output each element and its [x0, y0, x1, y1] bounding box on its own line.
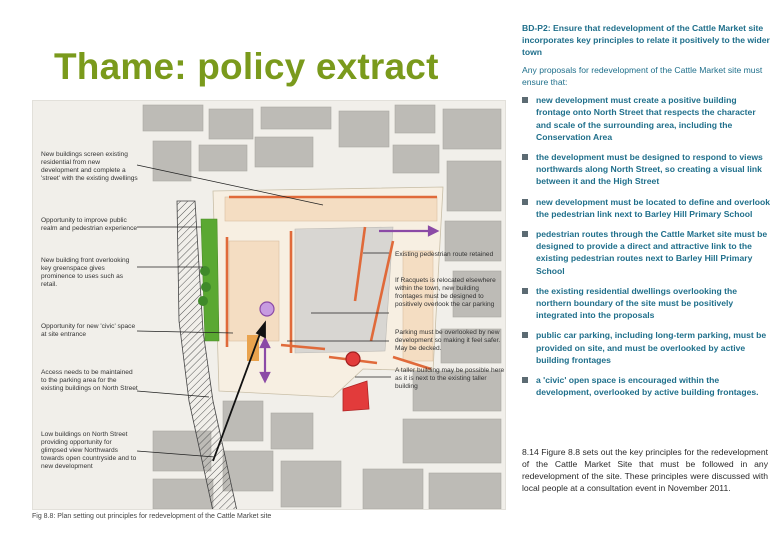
policy-bullets — [522, 94, 770, 398]
bullet-square-icon — [522, 154, 528, 160]
slide-title: Thame: policy extract — [54, 46, 439, 87]
bullet-square-icon — [522, 288, 528, 294]
site-plan-map — [32, 100, 506, 510]
list-item: a 'civic' open space is encouraged within the development, overlooked by active building frontages. — [522, 374, 770, 398]
policy-intro: Any proposals for redevelopment of the Cattle Market site must ensure that: — [522, 65, 763, 88]
policy-heading: BD-P2: Ensure that redevelopment of the Cattle Market site incorporates key principles to relate it positively to the wider town — [522, 23, 770, 58]
callout-public-realm: Opportunity to improve public realm and pedestrian experience — [41, 217, 138, 233]
list-item: the existing residential dwellings overlooking the northern boundary of the site must be positively integrated into the proposals — [522, 285, 770, 322]
callout-taller-building: A taller building may be possible here as it is next to the existing taller building — [395, 367, 505, 391]
list-item: public car parking, including long-term parking, must be provided on site, and must be overlooked by active building frontages — [522, 329, 770, 366]
bullet-square-icon — [522, 199, 528, 205]
callout-civic-space: Opportunity for new 'civic' space at site entrance — [41, 323, 136, 339]
callout-new-buildings-screen: New buildings screen existing residential from new development and complete a 'street' with the existing dwellings — [41, 151, 138, 183]
bullet-square-icon — [522, 332, 528, 338]
callout-parking-overlooked: Parking must be overlooked by new development so making it feel safer. May be decked. — [395, 329, 501, 353]
policy-panel — [522, 22, 770, 406]
callout-parking-access: Access needs to be maintained to the parking area for the existing buildings on North Street — [41, 369, 138, 393]
callout-low-buildings: Low buildings on North Street providing opportunity for glimpsed view Northwards towards open countryside and to new development — [41, 431, 137, 471]
list-item: new development must be located to define and overlook the pedestrian link next to Barley Hill Primary School — [522, 196, 770, 220]
civic-space-marker — [260, 302, 274, 316]
bullet-square-icon — [522, 231, 528, 237]
callout-racquets: If Racquets is relocated elsewhere within the town, new building frontages must be designed to positively overlook the car parking — [395, 277, 496, 309]
list-item: new development must create a positive building frontage onto North Street that respects the character and scale of the surrounding area, including the Conservation Area — [522, 94, 770, 143]
bullet-square-icon — [522, 97, 528, 103]
list-item: pedestrian routes through the Cattle Market site must be designed to provide a direct and attractive link to the existing pedestrian routes next to Barley Hill Primary School — [522, 228, 770, 277]
tall-building-marker — [346, 352, 360, 366]
policy-paragraph: 8.14 Figure 8.8 sets out the key principles for the redevelopment of the Cattle Market Site that must be followed in any redevelopment of the site. These principles were discussed with local people at a consultation event in November 2011. — [522, 447, 768, 494]
callout-greenspace-front: New building front overlooking key greenspace gives prominence to uses such as retail. — [41, 257, 130, 289]
figure-caption: Fig 8.8: Plan setting out principles for redevelopment of the Cattle Market site — [32, 513, 272, 520]
bullet-square-icon — [522, 377, 528, 383]
callout-pedestrian-route: Existing pedestrian route retained — [395, 251, 494, 258]
list-item: the development must be designed to respond to views northwards along North Street, so creating a visual link between it and the High Street — [522, 151, 770, 188]
taller-building — [343, 381, 369, 411]
